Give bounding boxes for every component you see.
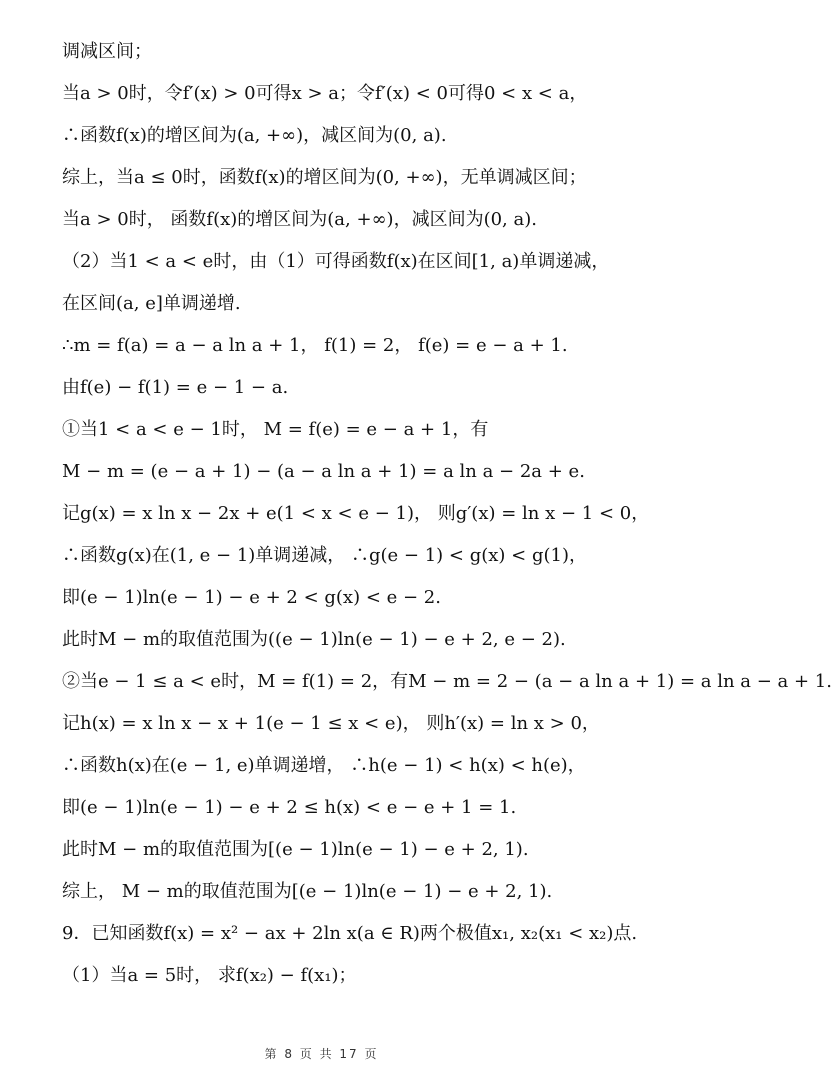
text-line-16: ②当e − 1 ≤ a < e时，M = f(1) = 2，有M − m = 2 − (a − a ln a + 1) = a ln a − a + 1. bbox=[62, 671, 832, 692]
text-line-18: ∴函数h(x)在(e − 1, e)单调递增， ∴h(e − 1) < h(x) < h(e)， bbox=[62, 755, 586, 776]
text-line-6: （2）当1 < a < e时，由（1）可得函数f(x)在区间[1, a)单调递减， bbox=[62, 251, 610, 272]
text-line-8: ∴m = f(a) = a − a ln a + 1， f(1) = 2， f(e) = e − a + 1. bbox=[62, 335, 568, 356]
text-line-13: ∴函数g(x)在(1, e − 1)单调递减， ∴g(e − 1) < g(x) < g(1)， bbox=[62, 545, 587, 566]
page-number: 第 8 页 共 17 页 bbox=[264, 1047, 379, 1061]
text-line-15: 此时M − m的取值范围为((e − 1)ln(e − 1) − e + 2, e − 2). bbox=[62, 629, 566, 650]
text-line-17: 记h(x) = x ln x − x + 1(e − 1 ≤ x < e)， 则h′(x) = ln x > 0， bbox=[62, 713, 600, 734]
text-line-11: M − m = (e − a + 1) − (a − a ln a + 1) = a ln a − 2a + e. bbox=[62, 461, 585, 482]
text-line-23: （1）当a = 5时， 求f(x₂) − f(x₁)； bbox=[62, 965, 357, 986]
text-line-1: 调减区间； bbox=[62, 41, 152, 62]
text-line-19: 即(e − 1)ln(e − 1) − e + 2 ≤ h(x) < e − e + 1 = 1. bbox=[62, 797, 517, 818]
text-line-7: 在区间(a, e]单调递增. bbox=[62, 293, 241, 314]
text-line-21: 综上， M − m的取值范围为[(e − 1)ln(e − 1) − e + 2, 1). bbox=[62, 881, 553, 902]
text-line-20: 此时M − m的取值范围为[(e − 1)ln(e − 1) − e + 2, 1). bbox=[62, 839, 529, 860]
text-line-4: 综上，当a ≤ 0时，函数f(x)的增区间为(0, +∞)，无单调减区间； bbox=[62, 167, 587, 188]
text-line-22: 9．已知函数f(x) = x² − ax + 2ln x(a ∈ R)两个极值x₁, x₂(x₁ < x₂)点. bbox=[62, 923, 638, 944]
text-line-10: ①当1 < a < e − 1时， M = f(e) = e − a + 1，有 bbox=[62, 419, 489, 440]
text-line-5: 当a > 0时， 函数f(x)的增区间为(a, +∞)，减区间为(0, a). bbox=[62, 209, 537, 230]
text-line-9: 由f(e) − f(1) = e − 1 − a. bbox=[62, 377, 289, 398]
text-line-3: ∴函数f(x)的增区间为(a, +∞)，减区间为(0, a). bbox=[62, 125, 447, 146]
text-line-2: 当a > 0时，令f′(x) > 0可得x > a；令f′(x) < 0可得0 < x < a， bbox=[62, 83, 588, 104]
text-line-12: 记g(x) = x ln x − 2x + e(1 < x < e − 1)， 则g′(x) = ln x − 1 < 0， bbox=[62, 503, 650, 524]
text-line-14: 即(e − 1)ln(e − 1) − e + 2 < g(x) < e − 2. bbox=[62, 587, 441, 608]
